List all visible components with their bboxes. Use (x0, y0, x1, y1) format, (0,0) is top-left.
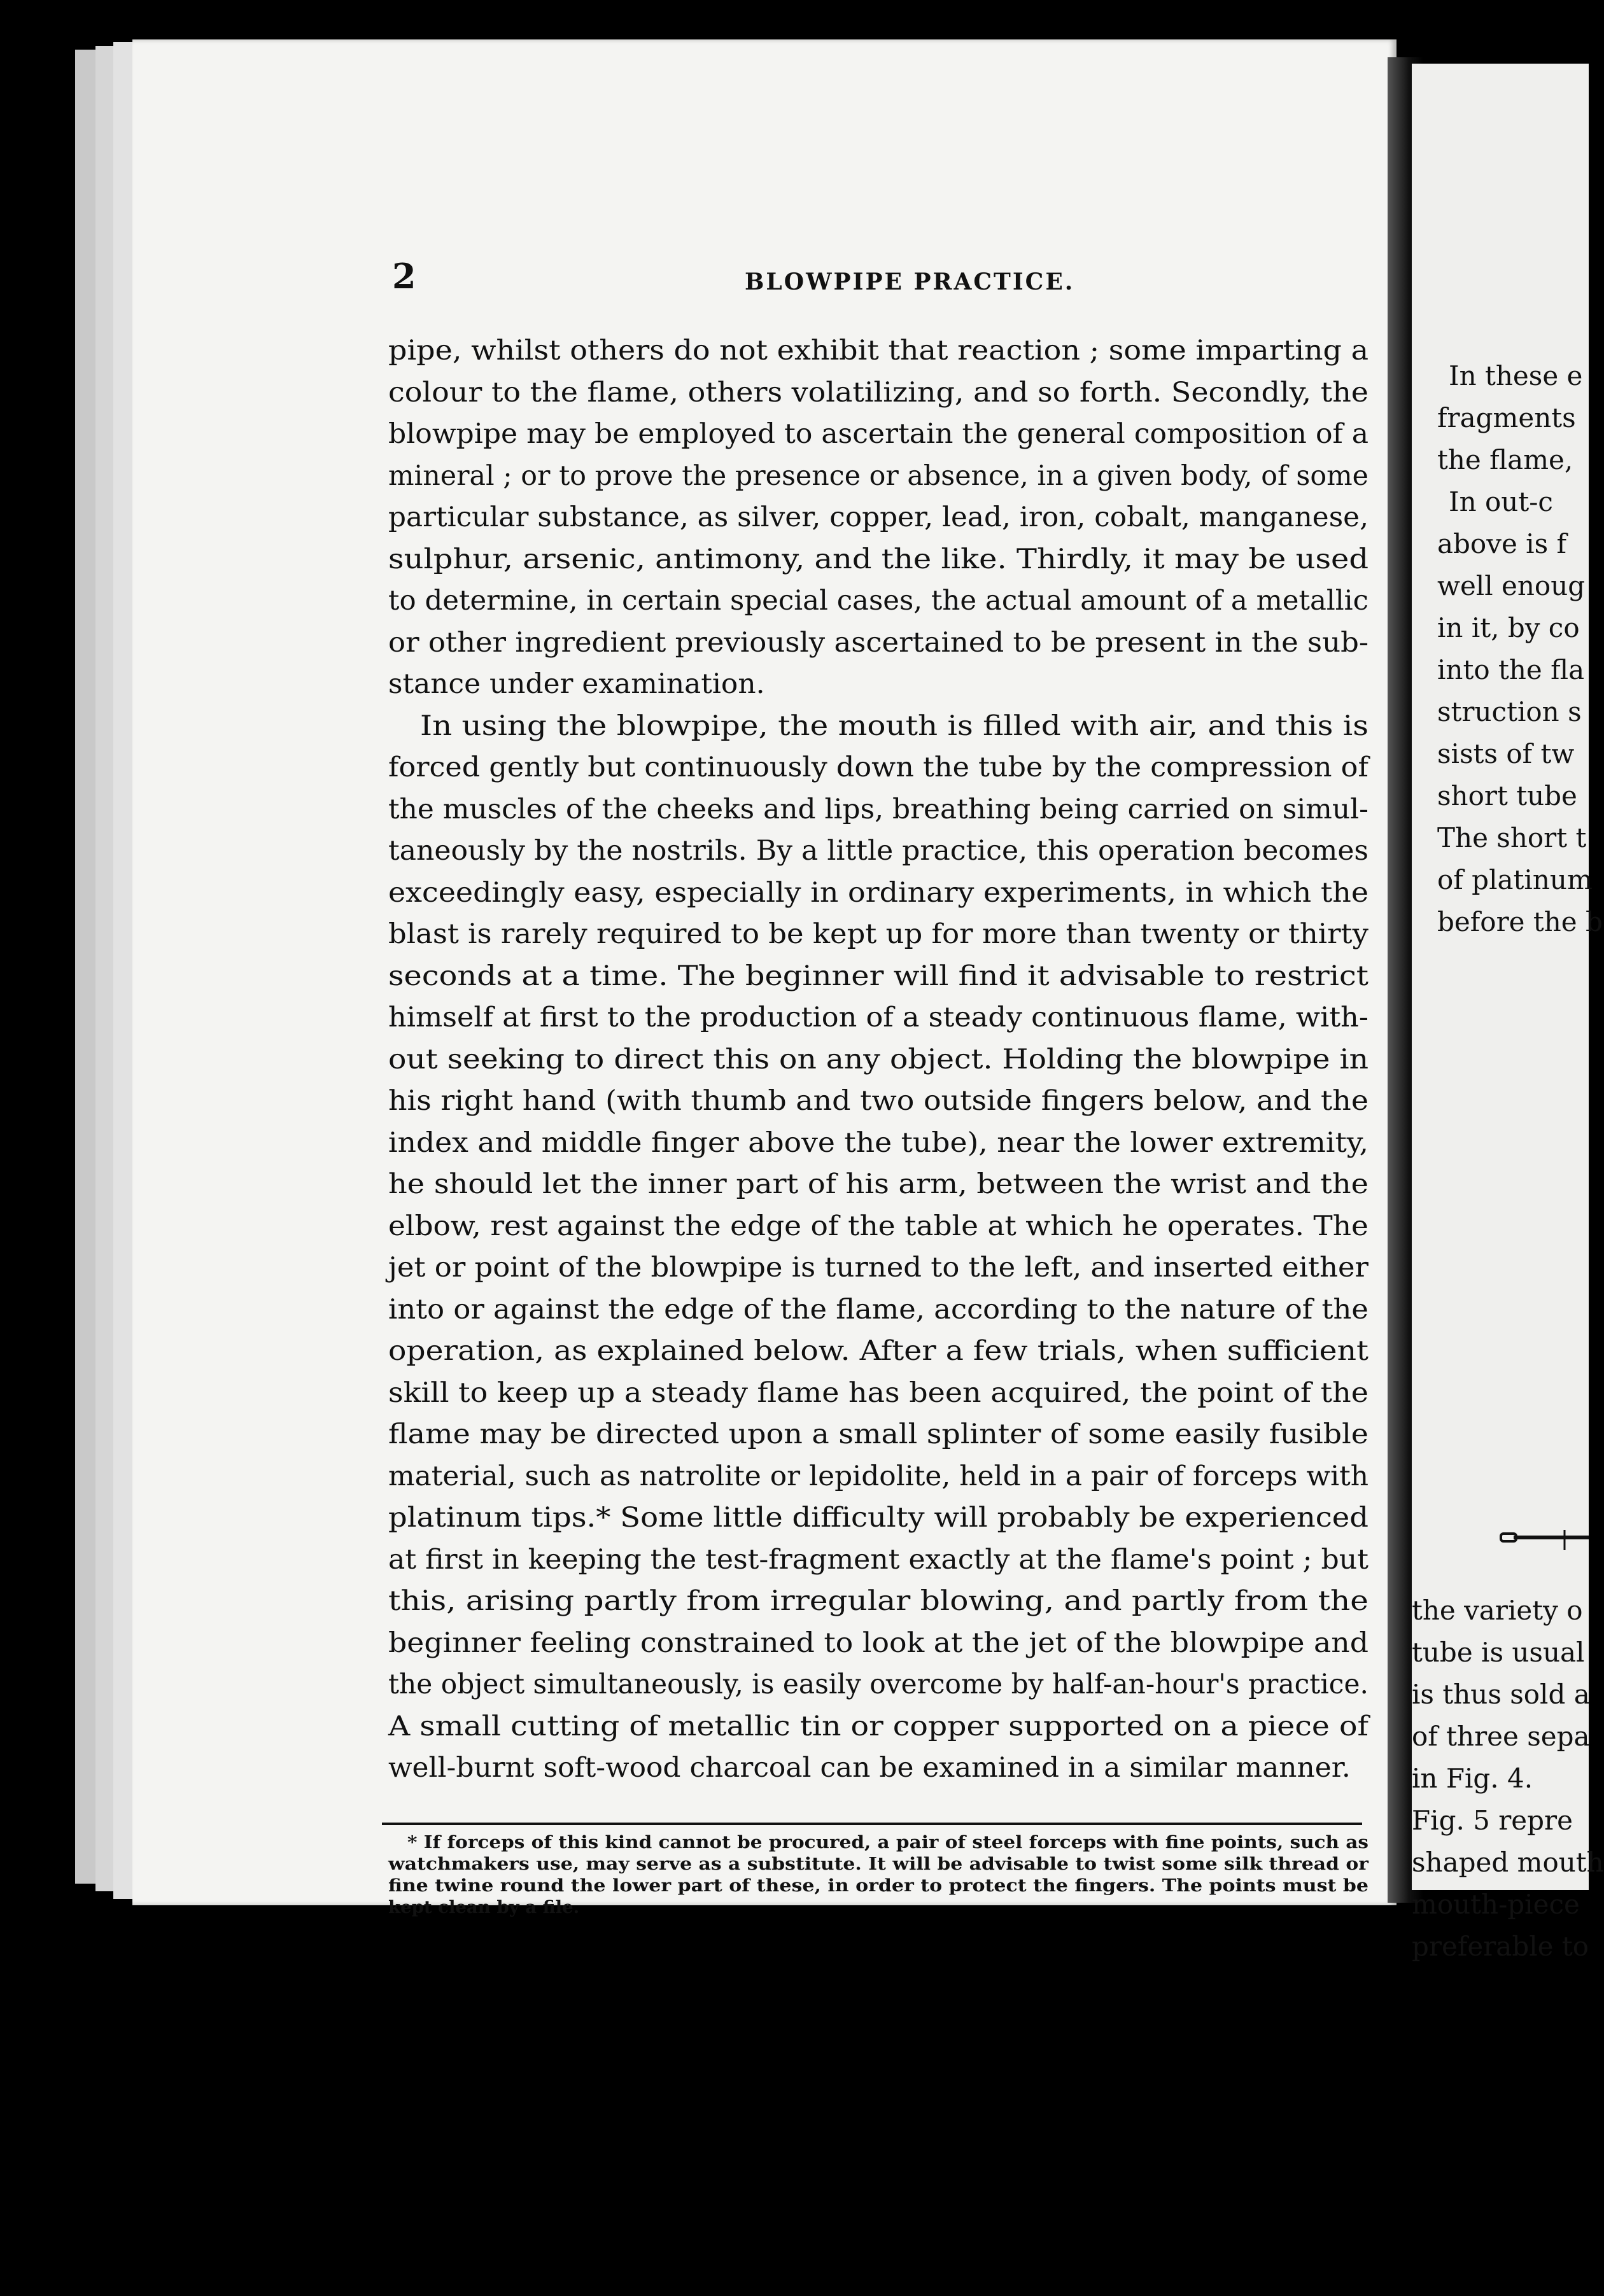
footnote-line: kept clean by a file. (388, 1898, 580, 1917)
body-line: himself at first to the production of a steady continuous flame, with- (388, 1002, 1368, 1033)
facing-page-line: is thus sold a (1412, 1679, 1590, 1710)
body-line: material, such as natrolite or lepidolite, held in a pair of forceps with (388, 1460, 1369, 1492)
facing-page (1412, 64, 1604, 1962)
body-line: or other ingredient previously ascertained to be present in the sub- (388, 627, 1369, 659)
body-line: exceedingly easy, especially in ordinary experiments, in which the (388, 877, 1368, 909)
running-head: BLOWPIPE PRACTICE. (745, 269, 1075, 295)
facing-page-line: the variety o (1412, 1595, 1583, 1626)
page-number: 2 (392, 256, 416, 297)
body-line: seconds at a time. The beginner will find it advisable to restrict (388, 960, 1368, 992)
body-line: mineral ; or to prove the presence or absence, in a given body, of some (388, 460, 1368, 492)
body-line: to determine, in certain special cases, the actual amount of a metallic (388, 585, 1368, 617)
body-line: his right hand (with thumb and two outside fingers below, and the (388, 1085, 1368, 1117)
facing-page-line: before the b (1437, 906, 1603, 937)
facing-page-line: Fig. 5 repre (1412, 1805, 1573, 1836)
facing-page-line: The short t (1437, 822, 1587, 853)
body-line: the muscles of the cheeks and lips, breathing being carried on simul- (388, 794, 1368, 825)
facing-page-line: preferable to (1412, 1931, 1589, 1962)
facing-page-line: In these e (1449, 360, 1583, 391)
footnote-rule (382, 1823, 1362, 1825)
facing-page-line: above is f (1437, 528, 1567, 559)
body-line: blowpipe may be employed to ascertain the general composition of a (388, 418, 1369, 450)
body-line: taneously by the nostrils. By a little practice, this operation becomes (388, 835, 1369, 867)
body-line: platinum tips.* Some little difficulty will probably be experienced (388, 1502, 1369, 1534)
footnote-line: watchmakers use, may serve as a substitute. It will be advisable to twist some silk thread or (388, 1854, 1368, 1874)
facing-page-line: In out-c (1449, 486, 1553, 517)
facing-page-line: sists of tw (1437, 738, 1575, 769)
facing-page-line: shaped mouth (1412, 1847, 1604, 1878)
body-line: well-burnt soft-wood charcoal can be examined in a similar manner. (388, 1752, 1351, 1784)
body-line: the object simultaneously, is easily overcome by half-an-hour's practice. (388, 1669, 1368, 1700)
body-line: skill to keep up a steady flame has been acquired, the point of the (388, 1377, 1368, 1409)
body-line: sulphur, arsenic, antimony, and the like. Thirdly, it may be used (388, 543, 1369, 575)
body-line: beginner feeling constrained to look at the jet of the blowpipe and (388, 1627, 1369, 1659)
footnote-line: fine twine round the lower part of these, in order to protect the fingers. The points must be (388, 1876, 1368, 1896)
body-line: particular substance, as silver, copper, lead, iron, cobalt, manganese, (388, 501, 1369, 533)
facing-page-line: struction s (1437, 696, 1582, 727)
facing-page-line: fragments (1437, 402, 1576, 433)
body-line: this, arising partly from irregular blowing, and partly from the (388, 1585, 1368, 1617)
body-line: blast is rarely required to be kept up for more than twenty or thirty (388, 918, 1368, 950)
body-line: jet or point of the blowpipe is turned to the left, and inserted either (388, 1252, 1369, 1284)
body-line: In using the blowpipe, the mouth is filled with air, and this is (420, 710, 1369, 742)
body-line: he should let the inner part of his arm, between the wrist and the (388, 1168, 1368, 1200)
blowpipe-figure-fragment (1501, 1527, 1589, 1553)
body-line: index and middle finger above the tube), near the lower extremity, (388, 1127, 1368, 1159)
body-line: colour to the flame, others volatilizing, and so forth. Secondly, the (388, 377, 1369, 409)
body-line: out seeking to direct this on any object. Holding the blowpipe in (388, 1044, 1369, 1075)
body-line: operation, as explained below. After a few trials, when sufficient (388, 1335, 1368, 1367)
facing-page-line: mouth-piece (1412, 1889, 1580, 1920)
body-line: forced gently but continuously down the tube by the compression of (388, 752, 1368, 783)
body-line: elbow, rest against the edge of the table at which he operates. The (388, 1210, 1368, 1242)
facing-page-line: the flame, (1437, 444, 1573, 475)
facing-page-line: short tube (1437, 780, 1577, 811)
footnote-line: * If forceps of this kind cannot be procured, a pair of steel forceps with fine points, such as (407, 1833, 1369, 1852)
body-line: into or against the edge of the flame, according to the nature of the (388, 1294, 1368, 1326)
facing-page-line: of three sepa (1412, 1721, 1590, 1752)
body-line: stance under examination. (388, 668, 765, 700)
facing-page-line: of platinum (1437, 864, 1593, 895)
facing-page-line: in Fig. 4. (1412, 1763, 1533, 1794)
body-line: at first in keeping the test-fragment exactly at the flame's point ; but (388, 1544, 1368, 1576)
facing-page-line: well enoug (1437, 570, 1586, 601)
body-line: flame may be directed upon a small splinter of some easily fusible (388, 1418, 1368, 1450)
body-line: pipe, whilst others do not exhibit that reaction ; some imparting a (388, 335, 1369, 367)
body-line: A small cutting of metallic tin or copper supported on a piece of (388, 1711, 1369, 1742)
facing-page-line: into the fla (1437, 654, 1585, 685)
facing-page-line: tube is usual (1412, 1637, 1585, 1668)
facing-page-line: in it, by co (1437, 612, 1580, 643)
